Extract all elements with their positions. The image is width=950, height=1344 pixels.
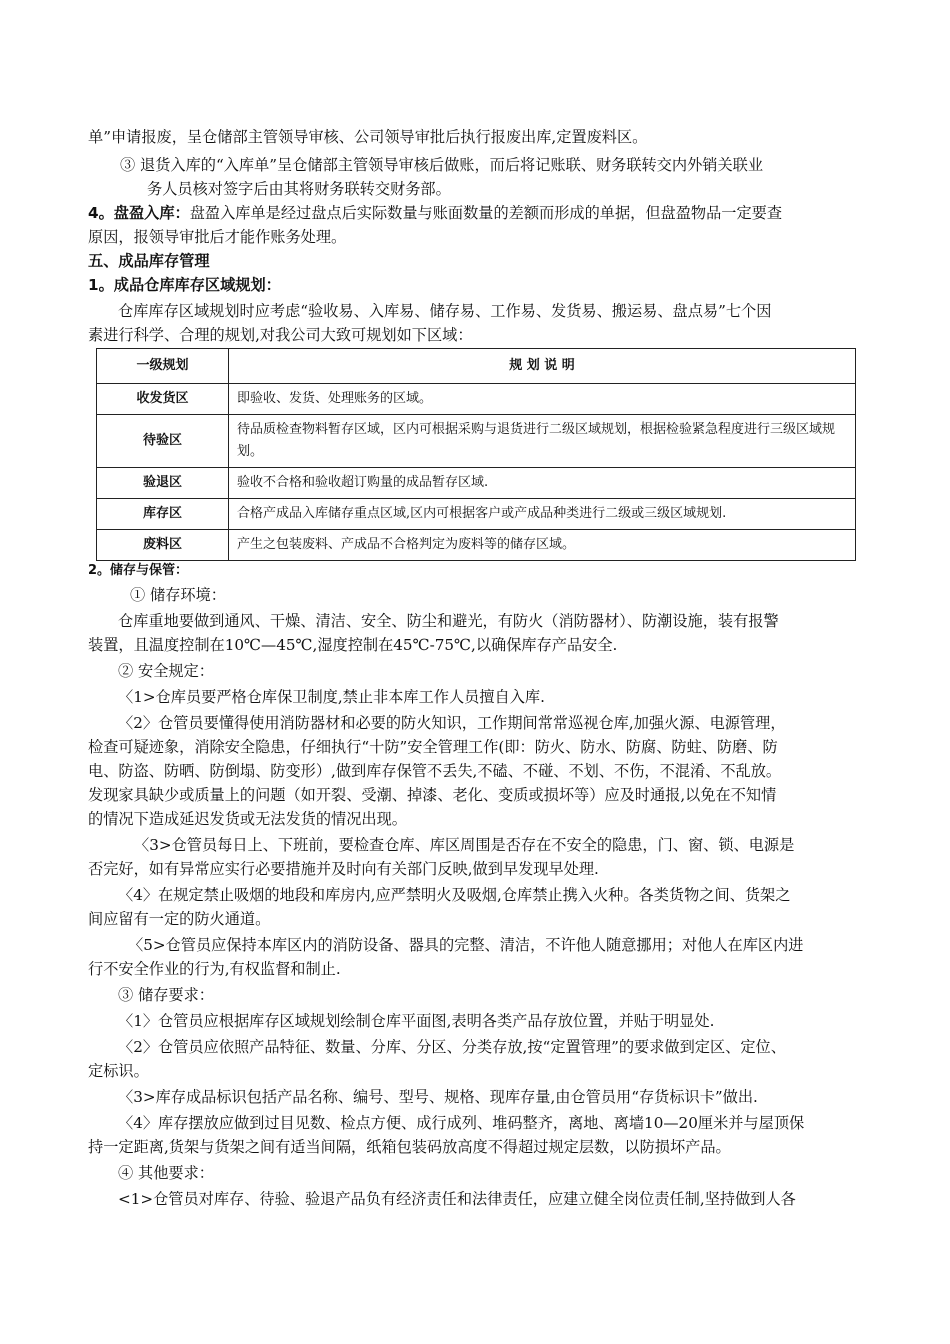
paragraph-line: ④ 其他要求：: [118, 1164, 214, 1182]
paragraph-line: 〈3>库存成品标识包括产品名称、编号、型号、规格、现库存量,由仓管员用“存货标识卡”做出.: [118, 1088, 758, 1106]
paragraph-line: 装置，且温度控制在10℃—45℃,湿度控制在45℃-75℃,以确保库存产品安全.: [88, 636, 618, 654]
table-row: [97, 468, 856, 499]
zone-name: 待验区: [97, 415, 229, 468]
zone-description: 验收不合格和验收超订购量的成品暂存区域.: [229, 468, 856, 499]
paragraph-line: 务人员核对签字后由其将财务联转交财务部。: [147, 180, 451, 198]
paragraph-line: 〈4〉库存摆放应做到过目见数、检点方便、成行成列、堆码整齐，离地、离墙10—20厘米并与屋顶保: [118, 1114, 805, 1132]
paragraph-line: 否完好，如有异常应实行必要措施并及时向有关部门反映,做到早发现早处理.: [88, 860, 599, 878]
zone-description: 即验收、发货、处理账务的区域。: [229, 384, 856, 415]
zone-description: 产生之包装废料、产成品不合格判定为废料等的储存区域。: [229, 530, 856, 561]
paragraph-line: 仓库重地要做到通风、干燥、清洁、安全、防尘和避光，有防火（消防器材）、防潮设施，装有报警: [118, 612, 779, 630]
paragraph-line: 〈1>仓库员要严格仓库保卫制度,禁止非本库工作人员擅自入库.: [118, 688, 545, 706]
table-header-row: [97, 349, 856, 384]
table-row: [97, 384, 856, 415]
paragraph-line: 〈4〉在规定禁止吸烟的地段和库房内,应严禁明火及吸烟,仓库禁止携入火种。各类货物之间、货架之: [118, 886, 791, 904]
zone-description: 合格产成品入库储存重点区域,区内可根据客户或产成品种类进行二级或三级区域规划.: [229, 499, 856, 530]
paragraph-line: 单”申请报废，呈仓储部主管领导审核、公司领导审批后执行报废出库,定置废料区。: [88, 128, 648, 146]
table-header-desc: 规 划 说 明: [229, 349, 856, 384]
paragraph-line: 原因，报领导审批后才能作账务处理。: [88, 228, 347, 246]
paragraph-line: ② 安全规定：: [118, 662, 214, 680]
paragraph-text: 盘盈入库单是经过盘点后实际数量与账面数量的差额而形成的单据，但盘盈物品一定要查: [189, 204, 783, 222]
paragraph-line: 间应留有一定的防火通道。: [88, 910, 271, 928]
paragraph-line: 〈2〉仓管员应依照产品特征、数量、分库、分区、分类存放,按“定置管理”的要求做到定区、定位、: [118, 1038, 786, 1056]
table-row: [97, 530, 856, 561]
paragraph-line: 〈5>仓管员应保持本库区内的消防设备、器具的完整、清洁，不许他人随意挪用；对他人在库区内进: [128, 936, 804, 954]
paragraph-line: 电、防盗、防晒、防倒塌、防变形）,做到库存保管不丢失,不磕、不碰、不划、不伤，不混淆、不乱放。: [88, 762, 782, 780]
paragraph-line: 行不安全作业的行为,有权监督和制止.: [88, 960, 341, 978]
paragraph-line: 持一定距离,货架与货架之间有适当间隔，纸箱包装码放高度不得超过规定层数，以防损坏产品。: [88, 1138, 731, 1156]
zone-name: 收发货区: [97, 384, 229, 415]
zone-planning-table: [96, 348, 856, 561]
paragraph-line: 发现家具缺少或质量上的问题（如开裂、受潮、掉漆、老化、变质或损坏等）应及时通报,以免在不知情: [88, 786, 777, 804]
paragraph-line: 素进行科学、合理的规划,对我公司大致可规划如下区域：: [88, 326, 473, 344]
table-row: [97, 499, 856, 530]
subsection-heading: 1。成品仓库库存区域规划：: [88, 276, 281, 294]
paragraph-line: ③ 退货入库的“入库单”呈仓储部主管领导审核后做账，而后将记账联、财务联转交内外销关联业: [120, 156, 764, 174]
paragraph-line: 的情况下造成延迟发货或无法发货的情况出现。: [88, 810, 407, 828]
zone-description: 待品质检查物料暂存区域，区内可根据采购与退货进行二级区域规划，根据检验紧急程度进行三级区域规划。: [229, 415, 856, 468]
paragraph-line: 〈1〉仓管员应根据库存区域规划绘制仓库平面图,表明各类产品存放位置，并贴于明显处.: [118, 1012, 715, 1030]
table-header-zone: 一级规划: [97, 349, 229, 384]
section-label: 4。盘盈入库：: [88, 204, 190, 222]
paragraph-line: ① 储存环境：: [130, 586, 226, 604]
paragraph-line: 检查可疑迹象，消除安全隐患，仔细执行“十防”安全管理工作(即：防火、防水、防腐、防蛀、防磨、防: [88, 738, 778, 756]
subsection-heading: 2。储存与保管：: [88, 563, 189, 578]
table-row: [97, 415, 856, 468]
paragraph-line: ③ 储存要求：: [118, 986, 214, 1004]
paragraph-line: 〈2〉仓管员要懂得使用消防器材和必要的防火知识，工作期间常常巡视仓库,加强火源、电源管理，: [118, 714, 786, 732]
paragraph-line: 定标识。: [88, 1062, 149, 1080]
paragraph-line: 〈3>仓管员每日上、下班前，要检查仓库、库区周围是否存在不安全的隐患，门、窗、锁、电源是: [134, 836, 795, 854]
paragraph-line: 仓库库存区域规划时应考虑“验收易、入库易、储存易、工作易、发货易、搬运易、盘点易”七个因: [118, 302, 772, 320]
paragraph-line: <1>仓管员对库存、待验、验退产品负有经济责任和法律责任，应建立健全岗位责任制,坚持做到人各: [118, 1190, 796, 1208]
paragraph-line: [88, 202, 868, 224]
zone-name: 验退区: [97, 468, 229, 499]
zone-name: 库存区: [97, 499, 229, 530]
section-heading: 五、成品库存管理: [88, 252, 210, 270]
zone-name: 废料区: [97, 530, 229, 561]
